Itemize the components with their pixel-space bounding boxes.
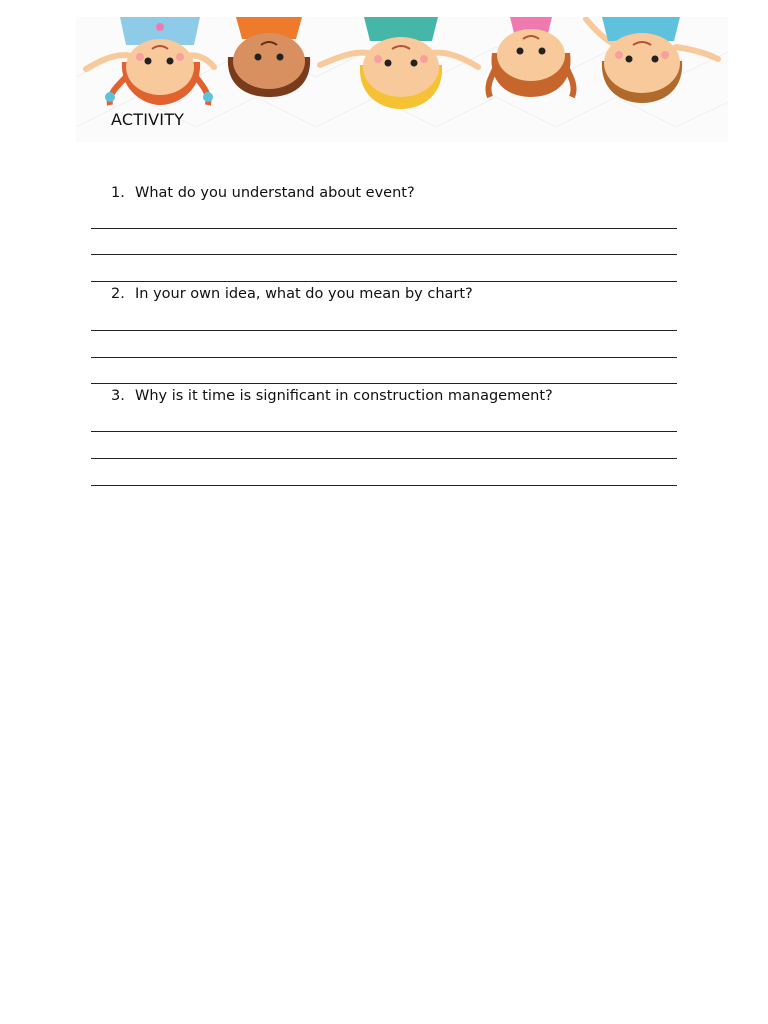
question-1-text: What do you understand about event? xyxy=(135,185,415,201)
kid-1-figure xyxy=(86,17,214,105)
answer-line-3a[interactable] xyxy=(91,431,677,432)
question-1 xyxy=(111,185,415,201)
answer-line-3c[interactable] xyxy=(91,485,677,486)
question-2-number: 2. xyxy=(111,286,125,302)
question-1-number: 1. xyxy=(111,185,125,201)
answer-line-2a[interactable] xyxy=(91,330,677,331)
question-2 xyxy=(111,286,473,302)
kid-2-figure xyxy=(228,17,310,97)
answer-line-1a[interactable] xyxy=(91,228,677,229)
kid-5-figure xyxy=(586,17,718,103)
activity-heading: ACTIVITY xyxy=(111,110,185,129)
question-3 xyxy=(111,388,553,404)
question-2-text: In your own idea, what do you mean by chart? xyxy=(135,286,473,302)
kid-4-figure xyxy=(488,17,573,97)
question-3-number: 3. xyxy=(111,388,125,404)
answer-line-3b[interactable] xyxy=(91,458,677,459)
answer-line-1c[interactable] xyxy=(91,281,677,282)
answer-line-2c[interactable] xyxy=(91,383,677,384)
question-3-text: Why is it time is significant in construction management? xyxy=(135,388,553,404)
answer-line-1b[interactable] xyxy=(91,254,677,255)
answer-line-2b[interactable] xyxy=(91,357,677,358)
